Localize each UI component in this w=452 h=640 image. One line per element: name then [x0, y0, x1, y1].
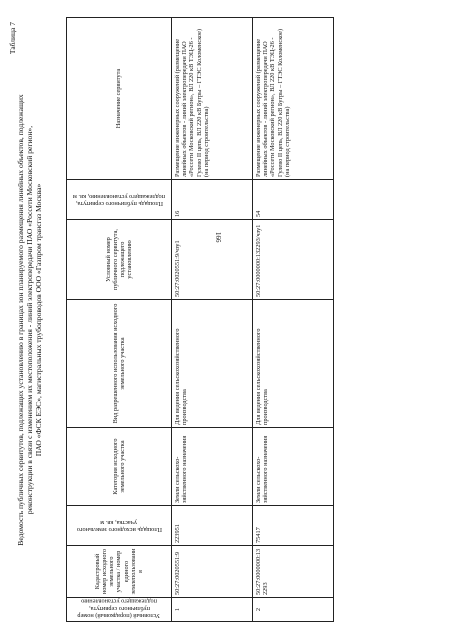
- header-cell: Площадь исходного земельного участка, кв. м: [67, 506, 172, 546]
- page-number: 166: [214, 232, 222, 243]
- caption-line: Ведомость публичных сервитутов, подлежащих установлению в границах зон планируемого размещения линейных объектов, подлежащих: [16, 94, 25, 546]
- table-label: Таблица 7: [8, 22, 17, 55]
- header-cell: Площадь публичного сервитута, подлежащего установлению, кв. м: [67, 180, 172, 220]
- plot-area: 223951: [172, 506, 253, 546]
- land-category: Земли сельскохо-зяйственного назначения: [172, 428, 253, 506]
- header-cell: Кадастровый номер исходного земельного участка / номер единого землепользования: [67, 546, 172, 598]
- header-cell: Условный (порядковый) номер публичного сервитута, подлежащего установлению: [67, 598, 172, 622]
- header-cell: Условный номер публичного сервитута, подлежащего установлению: [67, 220, 172, 300]
- plot-area: 75417: [253, 506, 334, 546]
- caption-line: реконструкции в связи с изменением их местоположения - линий электропередачи ПАО «Россети Московский регион»,: [25, 125, 34, 515]
- permitted-use: Для ведения сельскохозяйственного производства: [172, 300, 253, 428]
- row-number: 1: [172, 598, 253, 622]
- servitude-area: 54: [253, 180, 334, 220]
- caption-line: ПАО «ФСК ЕЭС», магистральных трубопроводов ООО «Газпром трансгаз Москва»: [34, 183, 43, 457]
- servitude-purpose: Размещение инженерных сооружений (размещение линейных объектов - линий электропередачи ПАО «Россети Московский регион», ВЛ 220 кВ ТЭЦ-26 - Гулево II цепь, ВЛ 220 кВ Бугры – ГТЭС Коломенское) (на период строительства): [253, 18, 334, 180]
- cadastral-number: 50:27:0020551:9: [172, 546, 253, 598]
- servitude-number: 50:27:0020551:9/чзу1: [172, 220, 253, 300]
- servitude-purpose: Размещение инженерных сооружений (размещение линейных объектов - линий электропередачи ПАО «Россети Московский регион», ВЛ 220 кВ ТЭЦ-26 - Гулево II цепь, ВЛ 220 кВ Бугры – ГТЭС Коломенское) (на период строительства): [172, 18, 253, 180]
- header-cell: Категория исходного земельного участка: [67, 428, 172, 506]
- table-row: [172, 18, 253, 622]
- permitted-use: Для ведения сельскохозяйственного производства: [253, 300, 334, 428]
- row-number: 2: [253, 598, 334, 622]
- servitude-table: [66, 17, 334, 622]
- header-cell: Вид разрешенного использования исходного земельного участка: [67, 300, 172, 428]
- table-header-row: [67, 18, 172, 622]
- land-category: Земли сельскохо-зяйственного назначения: [253, 428, 334, 506]
- table-row: [253, 18, 334, 622]
- table-caption: [16, 40, 43, 600]
- header-cell: Назначение сервитута: [67, 18, 172, 180]
- cadastral-number: 50:27:0000000:132293: [253, 546, 334, 598]
- servitude-number: 50:27:0000000:132293/чзу1: [253, 220, 334, 300]
- servitude-area: 16: [172, 180, 253, 220]
